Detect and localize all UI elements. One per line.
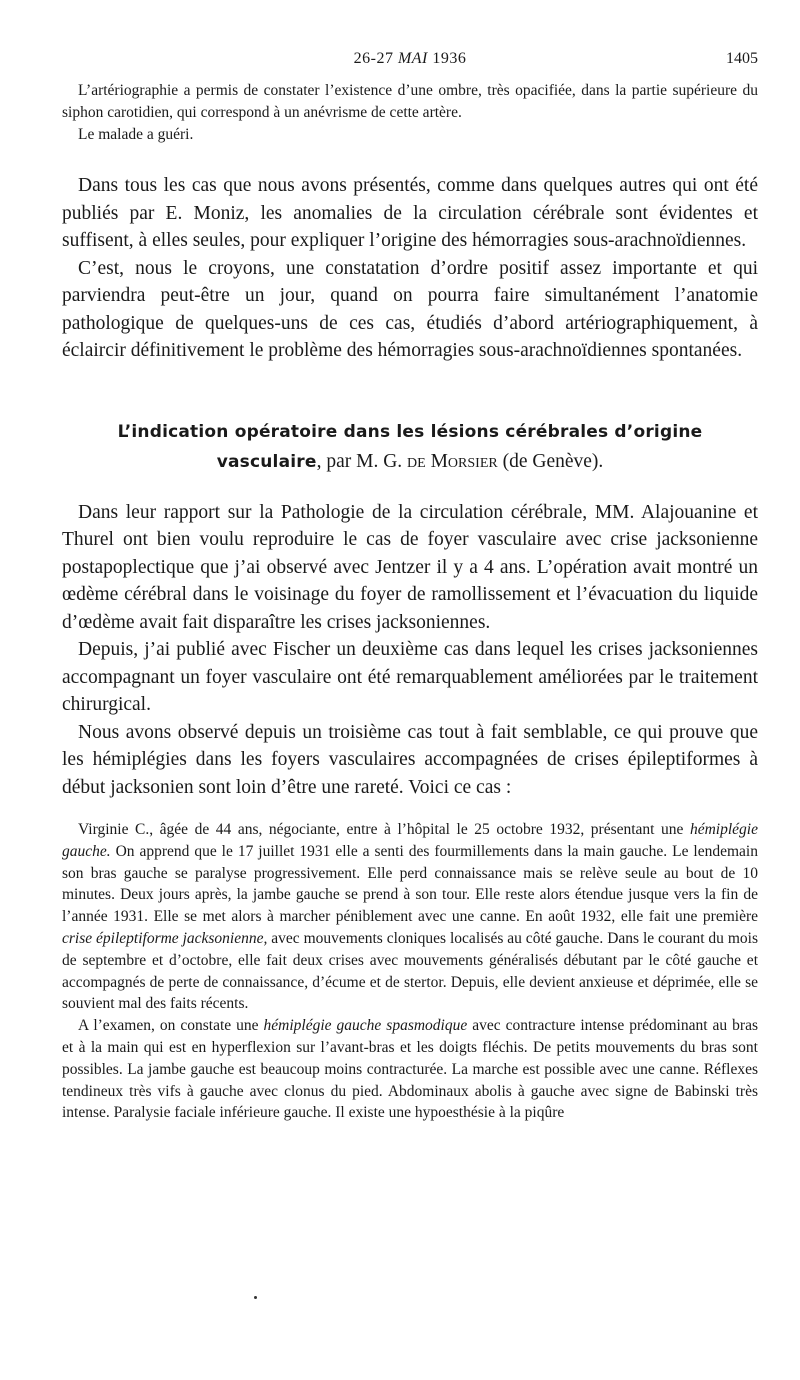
author-name: Morsier bbox=[430, 450, 498, 472]
title-line-1: L’indication opératoire dans les lésions cérébrales d’origine bbox=[117, 421, 703, 442]
issue-date: 26-27 MAI 1936 bbox=[353, 50, 467, 67]
article-body bbox=[62, 499, 758, 802]
issue-month: MAI bbox=[397, 50, 428, 67]
article-paragraph-1: Dans leur rapport sur la Pathologie de la circulation cérébrale, MM. Alajouanine et Thurel ont bien voulu reproduire le cas de foyer vasculaire avec crise jacksonienne postapoplectique que j’ai observé avec Jentzer il y a 4 ans. L’opération avait montré un œdème cérébral dans le voisinage du foyer de ramollissement et l’évacuation du liquide d’œdème avait fait disparaître les crises jacksoniennes. bbox=[62, 501, 758, 633]
journal-page bbox=[62, 44, 758, 1124]
case-report bbox=[62, 819, 758, 1124]
case-history: Virginie C., âgée de 44 ans, négociante, entre à l’hôpital le 25 octobre 1932, présentant une hémiplégie gauche. On apprend que le 17 juillet 1931 elle a senti des fourmillements dans la main gauche. Le lendemain son bras gauche se paralyse progressivement. Elle perd connaissance mais se relève seule au bout de 10 minutes. Deux jours après, la jambe gauche se prend à son tour. Elle reste alors étendue jusque vers la fin de l’année 1931. Elle se met alors à marcher péniblement avec une canne. En août 1932, elle fait une première crise épileptiforme jacksonienne, avec mouvements cloniques localisés au côté gauche. Dans le courant du mois de septembre et d’octobre, elle fait deux crises avec mouvements généralisés débutant par le côté gauche et accompagnés de perte de connaissance, d’écume et de stertor. Depuis, elle devient anxieuse et déprimée, elle se souvient mal des faits récents. bbox=[62, 821, 758, 1013]
title-line-2: vasculaire bbox=[216, 451, 317, 472]
seizure-emphasis: crise épileptiforme jacksonienne, bbox=[62, 929, 268, 947]
article-title bbox=[62, 417, 758, 477]
conclusion-section bbox=[62, 172, 758, 365]
running-header bbox=[62, 44, 758, 80]
page-number: 1405 bbox=[726, 50, 758, 67]
conclusion-paragraph-2: C’est, nous le croyons, une constatation d’ordre positif assez importante et qui parviendra peut-être un jour, quand on pourra faire simultanément l’anatomie pathologique de quelques-uns de ces cas, étudiés d’abord artériographiquement, à éclaircir définitivement le problème des hémorragies sous-arachnoïdiennes spontanées. bbox=[62, 257, 758, 361]
print-speck bbox=[254, 1296, 257, 1299]
intro-paragraph: L’artériographie a permis de constater l’existence d’une ombre, très opacifiée, dans la partie supérieure du siphon carotidien, qui correspond à un anévrisme de cette artère. bbox=[62, 82, 758, 121]
title-by: , par M. G. bbox=[316, 450, 403, 472]
case-examination: A l’examen, on constate une hémiplégie gauche spasmodique avec contracture intense prédominant au bras et à la main qui est en hyperflexion sur l’avant-bras et les doigts fléchis. De petits mouvements du bras sont possibles. La jambe gauche est beaucoup moins contracturée. La marche est possible avec une canne. Réflexes tendineux très vifs à gauche avec clonus du pied. Abdominaux abolis à gauche avec signe de Babinski très intense. Paralysie faciale inférieure gauche. Il existe une hypoesthésie à la piqûre bbox=[62, 1017, 758, 1122]
author-particle: de bbox=[407, 450, 426, 472]
conclusion-paragraph-1: Dans tous les cas que nous avons présentés, comme dans quelques autres qui ont été publiés par E. Moniz, les anomalies de la circulation cérébrale sont évidentes et suffisent, à elles seules, pour expliquer l’origine des hémorragies sous-arachnoïdiennes. bbox=[62, 175, 758, 251]
intro-section bbox=[62, 80, 758, 146]
article-paragraph-3: Nous avons observé depuis un troisième cas tout à fait semblable, ce qui prouve que les hémiplégies dans les foyers vasculaires accompagnées de crises épileptiformes à début jacksonien sont loin d’être une rareté. Voici ce cas : bbox=[62, 721, 758, 798]
exam-emphasis: hémiplégie gauche spasmodique bbox=[263, 1017, 468, 1035]
article-paragraph-2: Depuis, j’ai publié avec Fischer un deuxième cas dans lequel les crises jacksoniennes accompagnant un foyer vasculaire ont été remarquablement améliorées par le traitement chirurgical. bbox=[62, 639, 758, 715]
intro-outcome: Le malade a guéri. bbox=[78, 126, 194, 143]
diagnosis-emphasis: hémiplégie gauche. bbox=[62, 821, 758, 860]
author-origin: (de Genève). bbox=[502, 450, 604, 472]
